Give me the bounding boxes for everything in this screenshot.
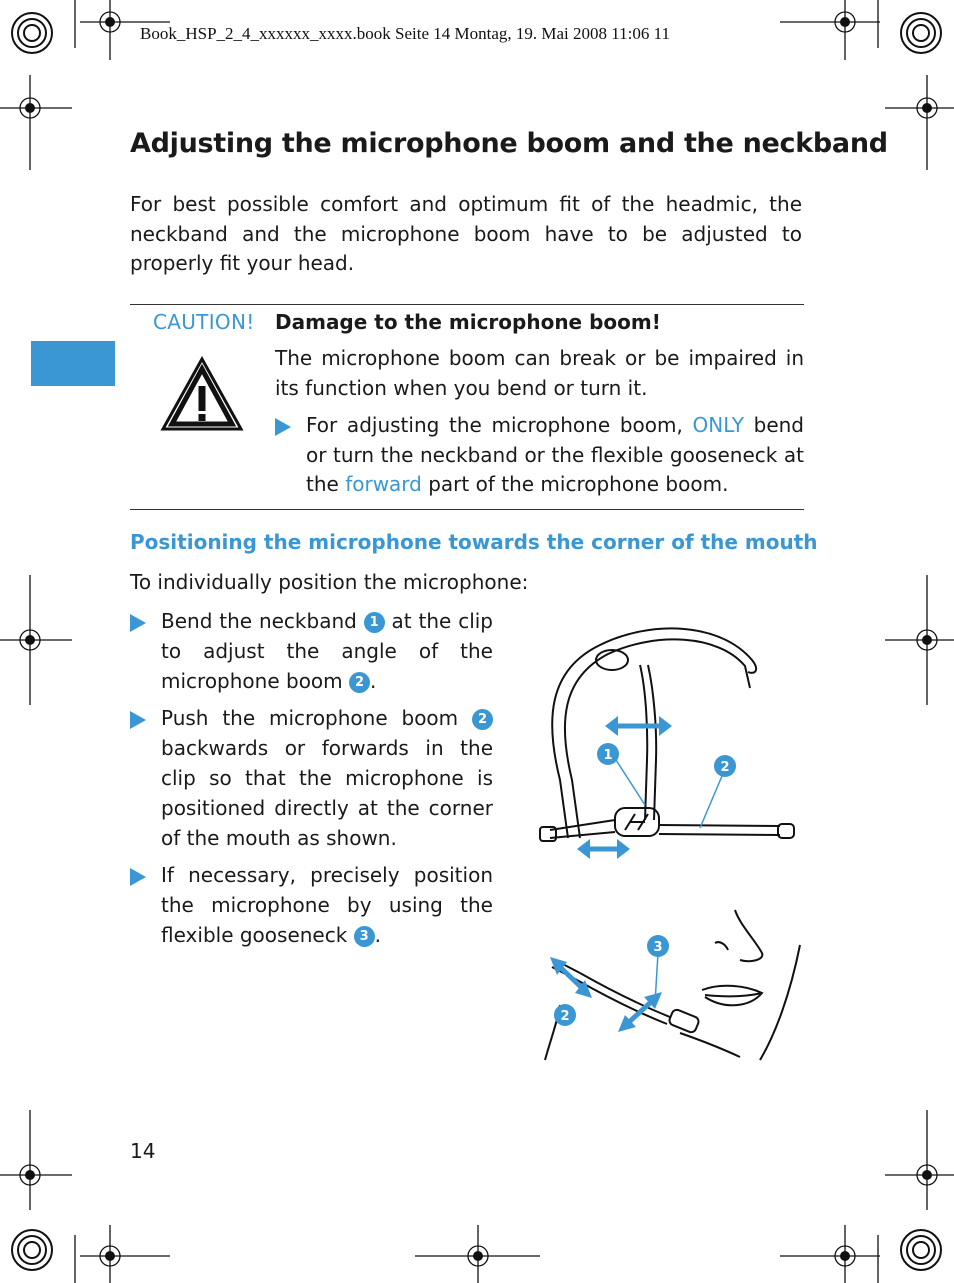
- bullet-arrow-icon: [130, 711, 146, 729]
- callout-number: 2: [349, 672, 370, 693]
- callout-number: 2: [472, 709, 493, 730]
- face-illustration: [540, 905, 810, 1070]
- callout-label: 2: [560, 1009, 570, 1024]
- step-item: If necessary, precisely position the microphone by using the flexible gooseneck 3 .: [130, 861, 493, 950]
- emphasis-only: ONLY: [692, 413, 744, 437]
- print-header: Book_HSP_2_4_xxxxxx_xxxx.book Seite 14 Montag, 19. Mai 2008 11:06 11: [140, 24, 670, 43]
- chapter-tab: [31, 341, 115, 386]
- step-item: Bend the neckband 1 at the clip to adjust the angle of the microphone boom 2 .: [130, 607, 493, 696]
- callout-label: 3: [653, 940, 663, 955]
- bullet-arrow-icon: [130, 614, 146, 632]
- lead-text: To individually position the microphone:: [130, 570, 529, 594]
- callout-label: 1: [603, 748, 613, 763]
- caution-text: The microphone boom can break or be impaired in its function when you bend or turn it.: [275, 346, 804, 400]
- emphasis-forward: forward: [345, 472, 422, 496]
- callout-number: 3: [354, 926, 375, 947]
- caution-instruction: For adjusting the microphone boom, ONLY bend or turn the neckband or the flexible gooseneck at the forward part of the microphone boom.: [275, 411, 804, 500]
- caution-top-rule: [130, 304, 804, 305]
- subheading: Positioning the microphone towards the corner of the mouth: [130, 530, 818, 554]
- page-number: 14: [130, 1139, 156, 1163]
- headset-illustration: [530, 610, 805, 865]
- bullet-arrow-icon: [130, 868, 146, 886]
- step-item: Push the microphone boom 2 backwards or forwards in the clip so that the microphone is positioned directly at the corner of the mouth as shown.: [130, 704, 493, 853]
- section-title: Adjusting the microphone boom and the neckband: [130, 128, 888, 159]
- step-list: [130, 607, 493, 959]
- intro-paragraph: For best possible comfort and optimum fit of the headmic, the neckband and the microphone boom have to be adjusted to properly fit your head.: [130, 192, 802, 275]
- caution-bottom-rule: [130, 509, 804, 510]
- caution-title: Damage to the microphone boom!: [275, 310, 661, 334]
- caution-label: CAUTION!: [153, 310, 255, 334]
- callout-number: 1: [364, 612, 385, 633]
- warning-triangle-icon: [160, 356, 244, 432]
- callout-label: 2: [720, 760, 730, 775]
- bullet-arrow-icon: [275, 418, 291, 436]
